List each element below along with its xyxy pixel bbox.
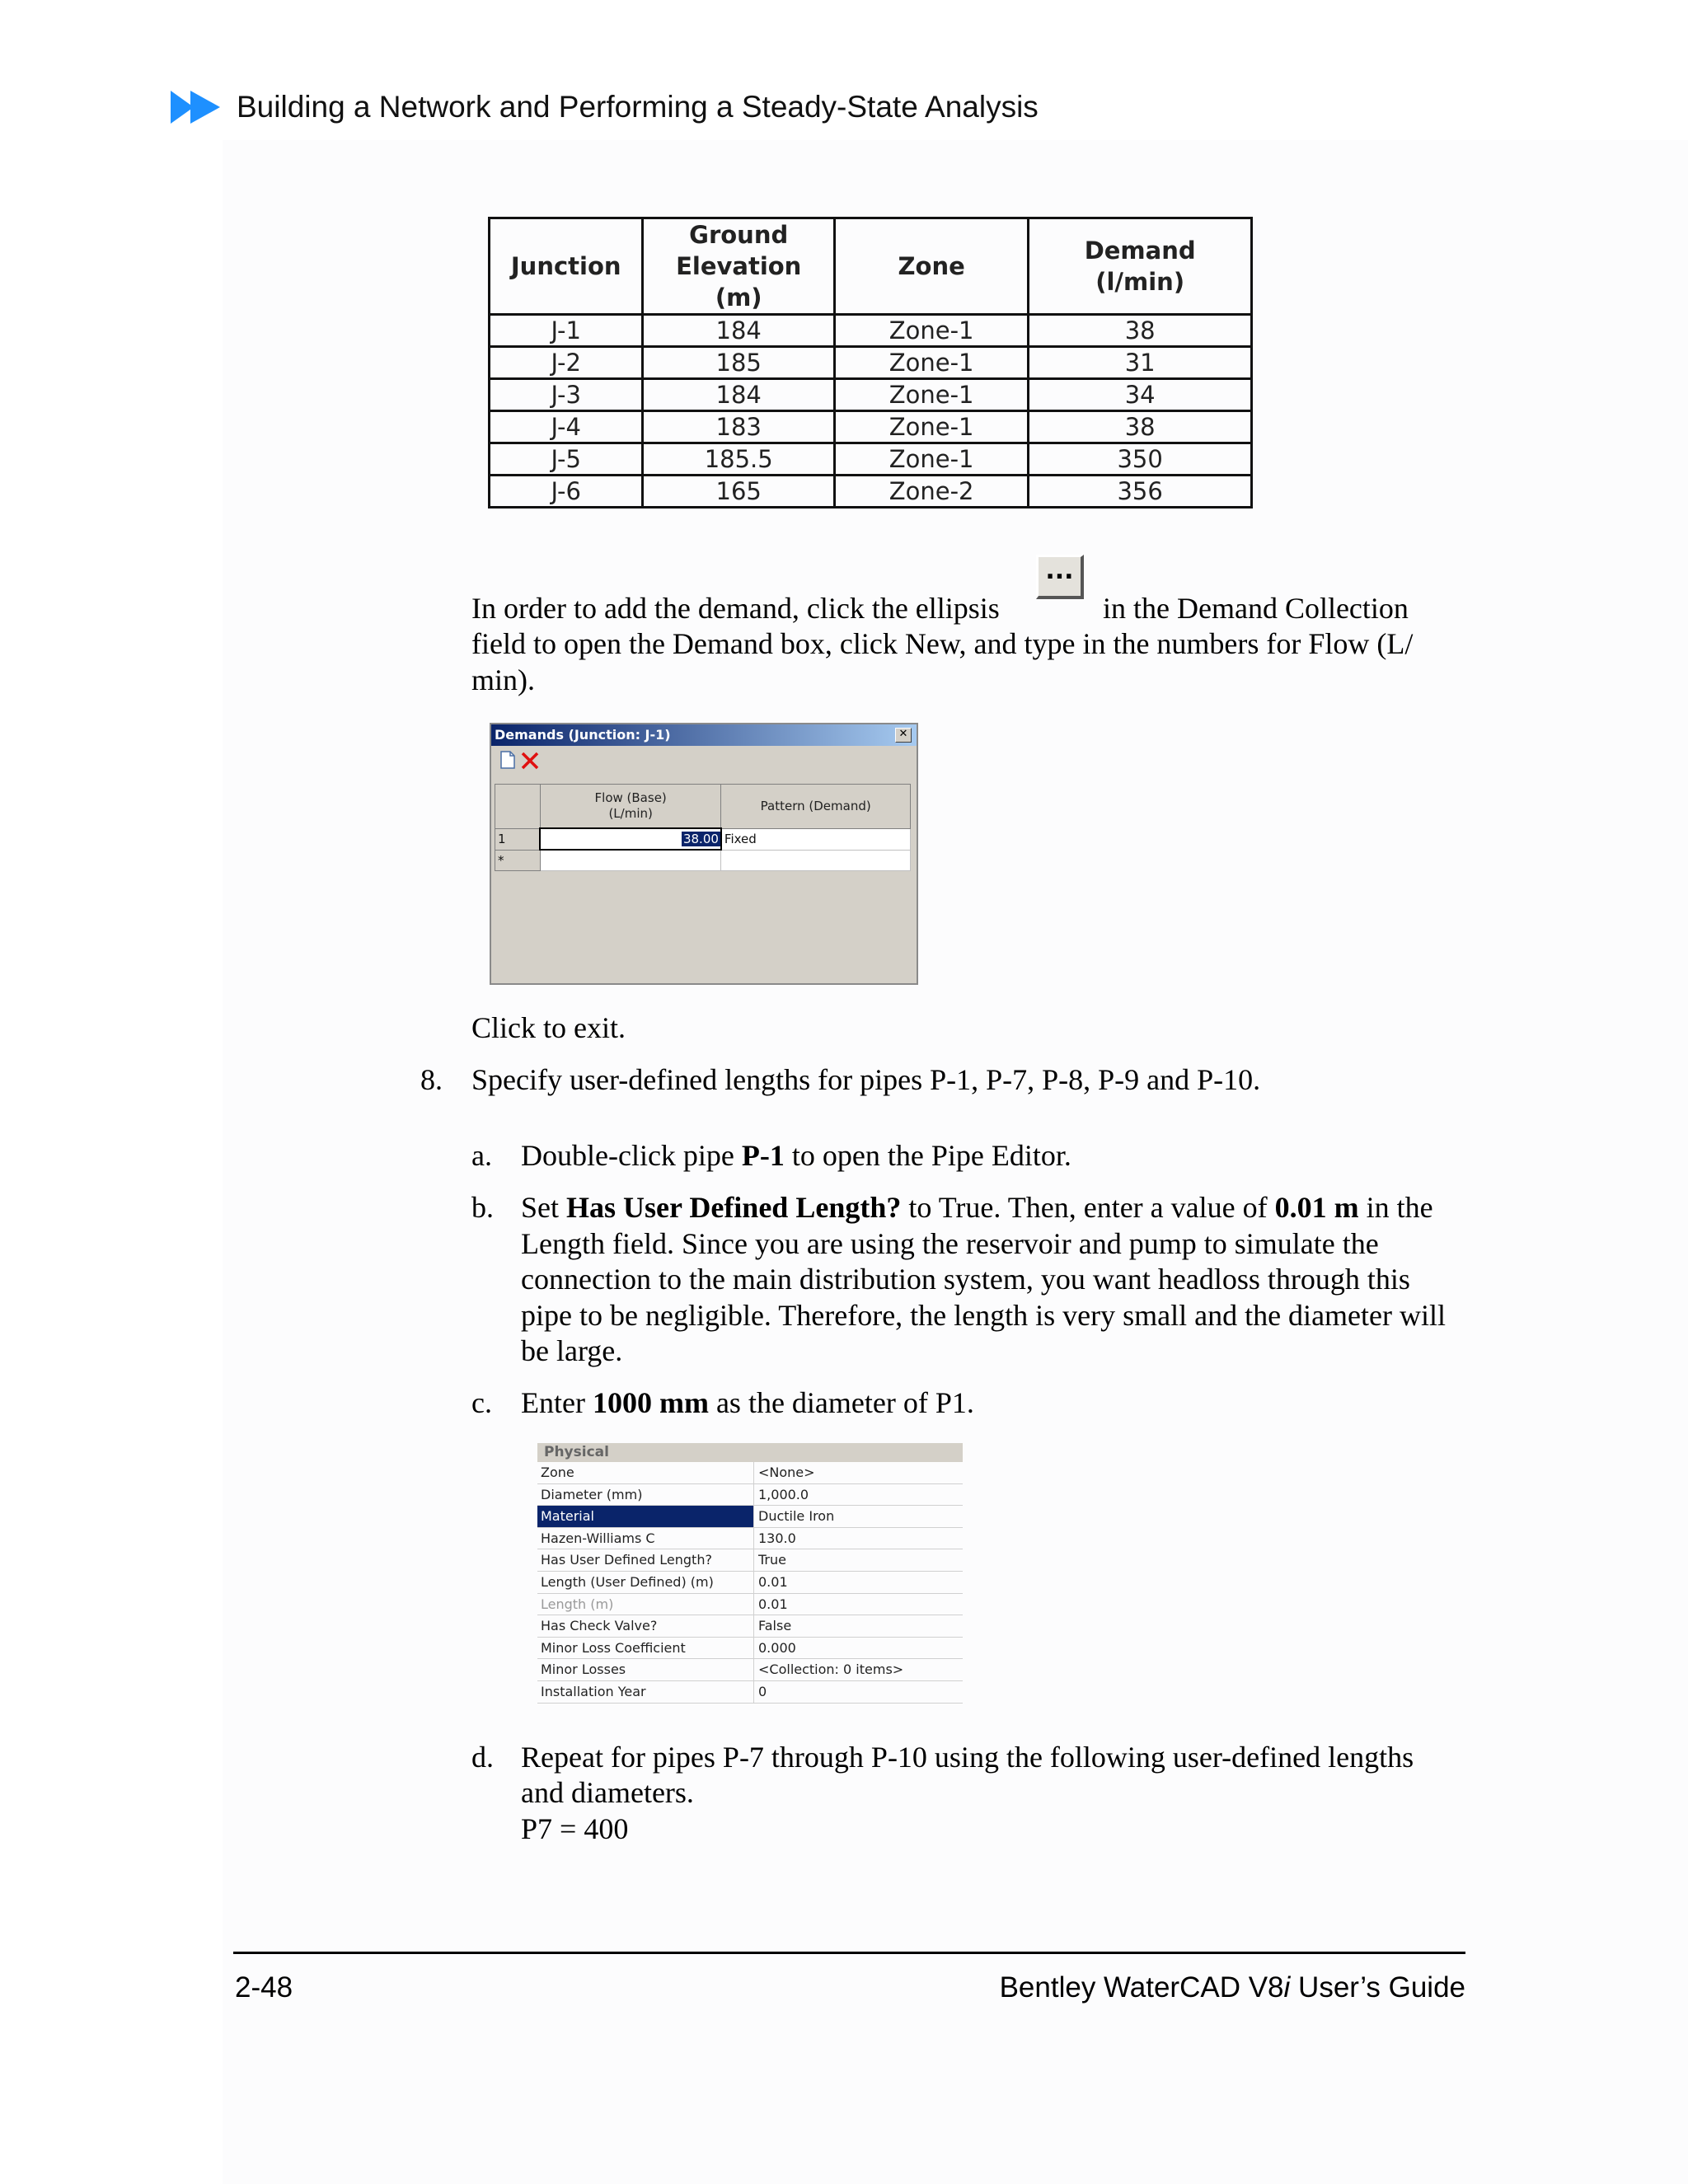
page-header	[169, 87, 1039, 128]
demands-grid	[495, 784, 911, 871]
click-to-exit-text: Click to exit.	[471, 1011, 626, 1044]
table-row	[490, 347, 1252, 379]
substep-d-line3: P7 = 400	[521, 1812, 629, 1845]
column-header-flow[interactable]: Flow (Base) (L/min)	[540, 785, 721, 829]
table-cell: 165	[643, 476, 835, 508]
table-cell: J-4	[490, 411, 643, 443]
table-cell: 184	[643, 315, 835, 347]
table-row	[490, 315, 1252, 347]
property-value[interactable]: False	[758, 1618, 792, 1634]
category-physical[interactable]: Physical	[537, 1443, 963, 1462]
junction-table	[488, 217, 1253, 509]
property-value[interactable]: 0.000	[758, 1639, 796, 1656]
guide-title-italic: i	[1283, 1971, 1291, 2004]
property-row[interactable]	[537, 1681, 963, 1704]
property-row[interactable]	[537, 1615, 963, 1638]
substep-b-line1	[521, 1189, 1433, 1226]
table-cell: 34	[1029, 379, 1252, 411]
text: Set	[521, 1191, 567, 1224]
property-row[interactable]	[537, 1528, 963, 1550]
property-row[interactable]	[537, 1484, 963, 1507]
instruction-text-line2: field to open the Demand box, click New, and type in the numbers for Flow (L/	[471, 627, 1414, 660]
footer-rule	[233, 1952, 1465, 1954]
table-cell: 31	[1029, 347, 1252, 379]
property-value: 0.01	[758, 1596, 788, 1612]
bold-text: 0.01 m	[1274, 1191, 1359, 1224]
guide-title-text: Bentley WaterCAD V8	[999, 1971, 1284, 2004]
column-header: Junction	[490, 218, 643, 315]
property-value[interactable]: True	[758, 1552, 786, 1568]
table-cell: 185	[643, 347, 835, 379]
text: to open the Pipe Editor.	[784, 1139, 1071, 1172]
table-header-row	[490, 218, 1252, 315]
demand-instruction-line1	[471, 590, 1000, 626]
property-name: Zone	[537, 1462, 754, 1483]
step-text: Specify user-defined lengths for pipes P-1, P-7, P-8, P-9 and P-10.	[471, 1063, 1261, 1096]
substep-b-line4: pipe to be negligible. Therefore, the length is very small and the diameter will	[521, 1299, 1446, 1332]
text: Enter	[521, 1386, 593, 1419]
property-row-selected[interactable]	[537, 1506, 963, 1528]
property-name: Has User Defined Length?	[537, 1549, 754, 1571]
property-name: Has Check Valve?	[537, 1615, 754, 1637]
flow-value[interactable]: 38.00	[682, 832, 719, 846]
substep-label: b.	[471, 1191, 494, 1224]
ellipsis-button[interactable]: ...	[1036, 555, 1084, 599]
table-cell: 350	[1029, 443, 1252, 476]
instruction-text-after: in the Demand Collection	[1103, 592, 1409, 625]
table-row	[490, 476, 1252, 508]
flow-input[interactable]	[540, 828, 721, 850]
property-row[interactable]	[537, 1462, 963, 1484]
substep-d-line1: Repeat for pipes P-7 through P-10 using the following user-defined lengths	[521, 1741, 1414, 1774]
guide-title	[1000, 1970, 1465, 2006]
substep-b-line5: be large.	[521, 1334, 623, 1367]
table-row	[490, 379, 1252, 411]
property-value[interactable]: 0	[758, 1683, 767, 1699]
text: in the	[1358, 1191, 1433, 1224]
table-cell: J-2	[490, 347, 643, 379]
chapter-title: Building a Network and Performing a Steady-State Analysis	[237, 90, 1039, 124]
substep-d-line2: and diameters.	[521, 1776, 694, 1809]
substep-label: c.	[471, 1386, 492, 1419]
table-cell: 38	[1029, 411, 1252, 443]
delete-icon[interactable]	[519, 750, 541, 771]
grid-corner	[495, 785, 541, 829]
substep-label: a.	[471, 1139, 492, 1172]
pattern-cell[interactable]: Fixed	[721, 828, 911, 850]
double-arrow-icon	[169, 89, 222, 125]
pipe-properties-grid	[537, 1443, 963, 1704]
table-cell: 184	[643, 379, 835, 411]
bold-text: 1000 mm	[592, 1386, 709, 1419]
pattern-cell-empty[interactable]	[721, 850, 911, 871]
substep-b-line3: connection to the main distribution system, you want headloss through this	[521, 1263, 1410, 1296]
column-header: Ground Elevation (m)	[643, 218, 835, 315]
text: to True. Then, enter a value of	[901, 1191, 1275, 1224]
substep-label: d.	[471, 1741, 494, 1774]
column-header-pattern[interactable]: Pattern (Demand)	[721, 785, 911, 829]
grid-row	[495, 828, 911, 850]
table-cell: Zone-2	[834, 476, 1028, 508]
close-icon[interactable]: ✕	[895, 728, 912, 743]
bold-text: Has User Defined Length?	[566, 1191, 902, 1224]
table-row	[490, 443, 1252, 476]
property-row[interactable]	[537, 1549, 963, 1572]
property-value[interactable]: <Collection: 0 items>	[758, 1661, 904, 1678]
property-name: Installation Year	[537, 1681, 754, 1703]
dialog-titlebar	[491, 724, 917, 746]
text: as the diameter of P1.	[708, 1386, 974, 1419]
table-cell: 185.5	[643, 443, 835, 476]
property-row[interactable]	[537, 1659, 963, 1681]
grid-row-new	[495, 850, 911, 871]
property-name: Minor Loss Coefficient	[537, 1638, 754, 1659]
substep-b-line2: Length field. Since you are using the reservoir and pump to simulate the	[521, 1227, 1379, 1260]
property-value[interactable]: 0.01	[758, 1573, 788, 1590]
property-name: Diameter (mm)	[537, 1484, 754, 1506]
column-header: Demand (l/min)	[1029, 218, 1252, 315]
substep-a-text	[521, 1137, 1071, 1174]
table-cell: Zone-1	[834, 347, 1028, 379]
dialog-toolbar	[491, 746, 917, 772]
row-header[interactable]: *	[495, 850, 541, 871]
property-name: Minor Losses	[537, 1659, 754, 1680]
table-cell: J-5	[490, 443, 643, 476]
table-row	[490, 411, 1252, 443]
property-name: Length (m)	[537, 1594, 754, 1615]
property-row[interactable]	[537, 1572, 963, 1594]
substep-c-text	[521, 1385, 974, 1421]
text: Double-click pipe	[521, 1139, 742, 1172]
property-value[interactable]: 1,000.0	[758, 1486, 809, 1502]
row-header[interactable]: 1	[495, 828, 541, 850]
new-icon[interactable]	[499, 750, 517, 770]
bold-text: P-1	[741, 1139, 785, 1172]
guide-title-text: User’s Guide	[1290, 1971, 1465, 2004]
property-value[interactable]: 130.0	[758, 1530, 796, 1546]
table-cell: J-1	[490, 315, 643, 347]
instruction-text-line3: min).	[471, 663, 535, 696]
table-cell: 183	[643, 411, 835, 443]
property-row[interactable]	[537, 1638, 963, 1660]
table-cell: J-3	[490, 379, 643, 411]
flow-cell-empty[interactable]	[540, 850, 721, 871]
instruction-text: In order to add the demand, click the ellipsis	[471, 592, 1000, 625]
property-name: Length (User Defined) (m)	[537, 1572, 754, 1593]
page-number: 2-48	[235, 1971, 293, 2004]
table-cell: Zone-1	[834, 443, 1028, 476]
property-row-readonly	[537, 1594, 963, 1616]
table-cell: 356	[1029, 476, 1252, 508]
table-cell: J-6	[490, 476, 643, 508]
column-header: Zone	[834, 218, 1028, 315]
property-name: Material	[537, 1506, 754, 1527]
demands-dialog	[490, 723, 918, 985]
property-value[interactable]: Ductile Iron	[758, 1508, 835, 1525]
table-cell: Zone-1	[834, 411, 1028, 443]
table-cell: 38	[1029, 315, 1252, 347]
table-cell: Zone-1	[834, 379, 1028, 411]
property-name: Hazen-Williams C	[537, 1528, 754, 1549]
property-value[interactable]: <None>	[758, 1465, 815, 1480]
table-cell: Zone-1	[834, 315, 1028, 347]
dialog-title: Demands (Junction: J-1)	[495, 727, 671, 743]
step-number: 8.	[420, 1063, 443, 1096]
